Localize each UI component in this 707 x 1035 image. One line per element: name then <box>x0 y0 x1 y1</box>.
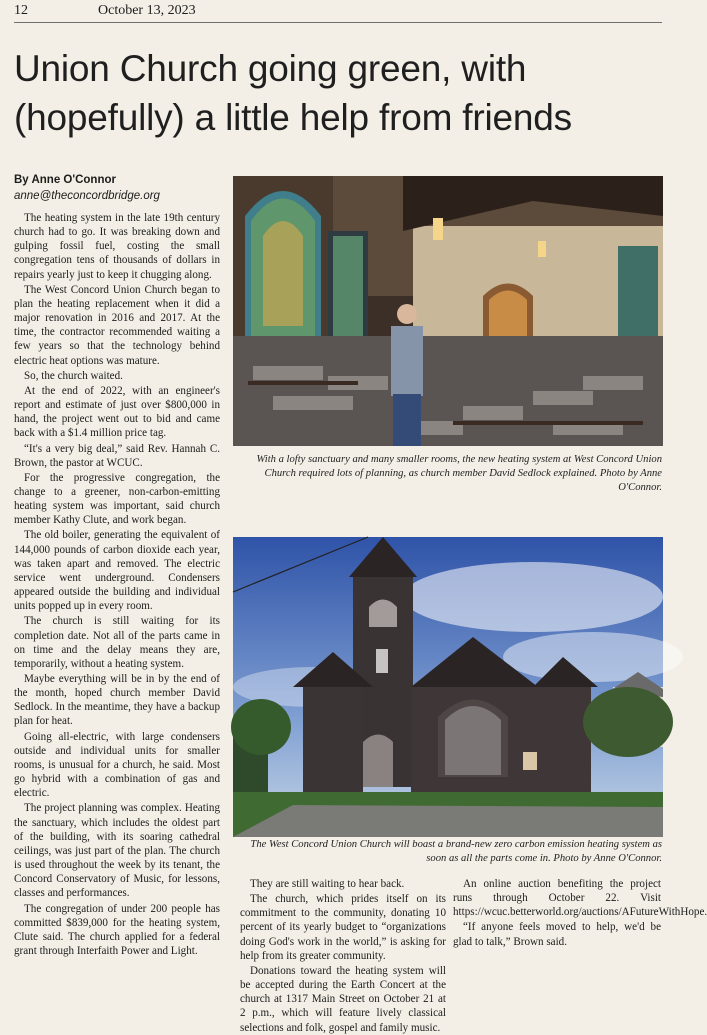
headline: Union Church going green, with (hopefully) a little help from friends <box>14 48 572 138</box>
article-paragraph: The West Concord Union Church began to plan the heating replacement when it did a major renovation in 2016 and 2017. At the time, the contractor recommended waiting a few years so that the technology behind electric heat options was mature. <box>14 283 220 367</box>
article-column-1 <box>14 211 220 1011</box>
article-paragraph: “If anyone feels moved to help, we'd be glad to talk,” Brown said. <box>453 921 661 948</box>
article-paragraph: Maybe everything will be in by the end of the month, hoped church member David Sedlock. In the meantime, they have a backup plan for heat. <box>14 673 220 728</box>
article-paragraph: The heating system in the late 19th century church had to go. It was breaking down and gulping fossil fuel, costing the small congregation tens of thousands of dollars in repairs yearly just to keep it chugging along. <box>14 212 220 281</box>
article-paragraph: At the end of 2022, with an engineer's report and estimate of just over $800,000 in hand, the project went out to bid and came back with a $1.4 million price tag. <box>14 384 220 440</box>
article-paragraph: The project planning was complex. Heating the sanctuary, which includes the oldest part of the building, with its soaring cathedral ceilings, was just part of the plan. The church is used throughout the week by its tenant, the Concord Conservatory of Music, for lessons, classes and performances. <box>14 802 220 900</box>
byline-author: By Anne O'Connor <box>14 174 116 186</box>
article-paragraph: The old boiler, generating the equivalent of 144,000 pounds of carbon dioxide each year, was taken apart and removed. The electric service went underground. Condensers appeared outside the building and individual units popped up in every room. <box>14 529 220 613</box>
article-paragraph: They are still waiting to hear back. <box>250 878 405 890</box>
sanctuary-photo <box>233 176 663 446</box>
article-column-3 <box>453 877 707 1017</box>
issue-date: October 13, 2023 <box>98 3 196 18</box>
church-exterior-photo-caption: The West Concord Union Church will boast a brand-new zero carbon emission heating system as soon as all the parts come in. Photo by Anne O'Connor. <box>250 839 662 864</box>
article-paragraph: The church, which prides itself on its commitment to the community, donating 10 percent of its yearly budget to “organizations doing God's work in the world,” is asking for help from its greater community. <box>240 893 446 962</box>
article-column-2 <box>240 877 446 1034</box>
article-paragraph: The congregation of under 200 people has committed $839,000 for the heating system, Clute said. The church applied for a federal grant through Interfaith Power and Light. <box>14 902 220 957</box>
article-paragraph: An online auction benefiting the project runs through October 22. Visit https://wcuc.betterworld.org/auctions/AFutureWithHope. <box>453 878 707 919</box>
page-number: 12 <box>14 3 28 18</box>
article-paragraph: Donations toward the heating system will be accepted during the Earth Concert at the church at 1317 Main Street on October 21 at 2 p.m., which will feature lively classical selections and folk, gospel and family music. <box>240 964 446 1034</box>
article-paragraph: Going all-electric, with large condensers outside and individual units for smaller rooms, is unusual for a church, he said. Most go hybrid with a combination of gas and electric. <box>14 730 220 800</box>
sanctuary-photo-caption: With a lofty sanctuary and many smaller rooms, the new heating system at West Concord Union Church required lots of planning, as church member David Sedlock explained. Photo by Anne O'Connor. <box>256 454 662 493</box>
article-paragraph: So, the church waited. <box>24 369 123 382</box>
article-paragraph: “It's a very big deal,” said Rev. Hannah C. Brown, the pastor at WCUC. <box>14 442 220 469</box>
byline-email: anne@theconcordbridge.org <box>14 190 160 202</box>
masthead <box>14 2 662 23</box>
church-exterior-photo <box>233 537 663 837</box>
byline <box>14 172 224 204</box>
article-paragraph: The church is still waiting for its completion date. Not all of the parts came in on time and the delay means they are, temporarily, without a heating system. <box>14 615 220 670</box>
article-paragraph: For the progressive congregation, the change to a greener, non-carbon-emitting heating system was important, said church member Kathy Clute, and work began. <box>14 471 220 527</box>
